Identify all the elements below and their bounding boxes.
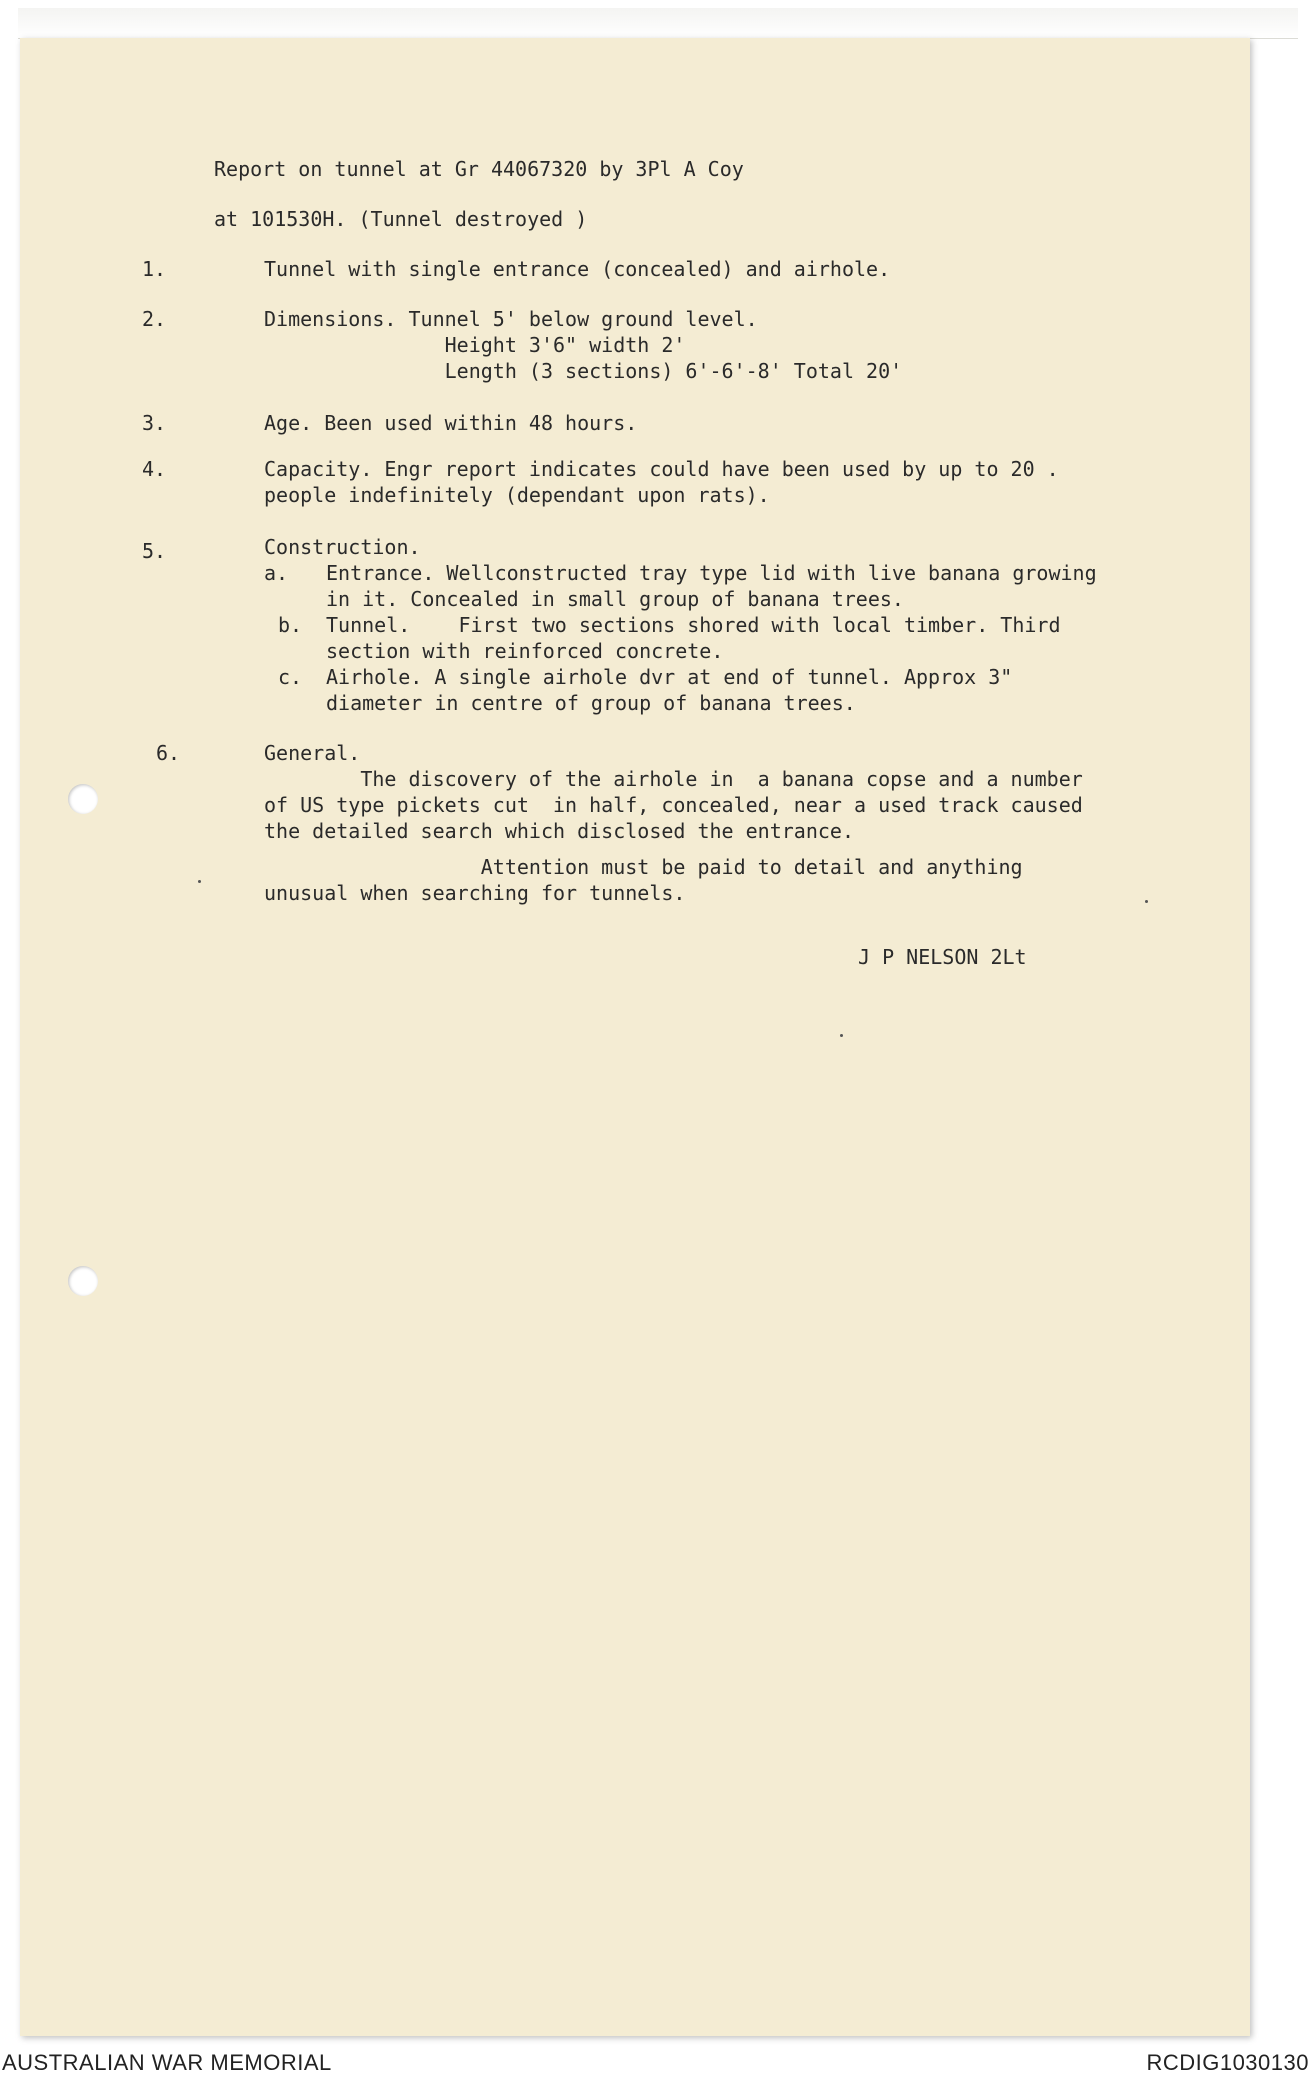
item-4-line2: people indefinitely (dependant upon rats). xyxy=(264,483,770,507)
item-number-1: 1. xyxy=(142,257,167,281)
item-number-3: 3. xyxy=(142,411,167,435)
construction-a-line2: in it. Concealed in small group of banana trees. xyxy=(326,587,904,611)
construction-heading: Construction. xyxy=(264,535,421,559)
item-number-4: 4. xyxy=(142,457,167,481)
report-title-line2: at 101530H. (Tunnel destroyed ) xyxy=(214,207,588,231)
scanner-edge xyxy=(18,8,1298,39)
general-para2-line2: unusual when searching for tunnels. xyxy=(264,881,686,905)
general-para1-line1: The discovery of the airhole in a banana copse and a number xyxy=(264,767,1083,791)
item-number-6: 6. xyxy=(156,741,181,765)
report-title-line1: Report on tunnel at Gr 44067320 by 3Pl A Coy xyxy=(214,157,744,181)
general-para2-line1: Attention must be paid to detail and anything xyxy=(264,855,1023,879)
item-3-text: Age. Been used within 48 hours. xyxy=(264,411,638,435)
construction-letter-a: a. xyxy=(264,561,289,585)
item-2-line2: Height 3'6" width 2' xyxy=(264,333,686,357)
item-number-5: 5. xyxy=(142,539,167,563)
paper-speck xyxy=(198,880,201,883)
general-para1-line3: the detailed search which disclosed the entrance. xyxy=(264,819,855,843)
punch-hole-bottom xyxy=(68,1266,98,1296)
construction-letter-b: b. xyxy=(278,613,303,637)
construction-a-line1: Entrance. Wellconstructed tray type lid with live banana growing xyxy=(326,561,1097,585)
general-heading: General. xyxy=(264,741,361,765)
document-page xyxy=(20,38,1250,2036)
signature-block: J P NELSON 2Lt xyxy=(858,945,1027,969)
construction-b-line1: Tunnel. First two sections shored with local timber. Third xyxy=(326,613,1061,637)
archive-label: AUSTRALIAN WAR MEMORIAL xyxy=(2,2050,332,2075)
item-2-line1: Dimensions. Tunnel 5' below ground level. xyxy=(264,307,758,331)
construction-b-line2: section with reinforced concrete. xyxy=(326,639,724,663)
item-4-line1: Capacity. Engr report indicates could have been used by up to 20 . xyxy=(264,457,1059,481)
punch-hole-top xyxy=(68,784,98,814)
construction-letter-c: c. xyxy=(278,665,303,689)
construction-c-line1: Airhole. A single airhole dvr at end of tunnel. Approx 3" xyxy=(326,665,1013,689)
archive-id: RCDIG1030130 xyxy=(1146,2050,1309,2075)
construction-c-line2: diameter in centre of group of banana trees. xyxy=(326,691,856,715)
item-2-line3: Length (3 sections) 6'-6'-8' Total 20' xyxy=(264,359,903,383)
general-para1-line2: of US type pickets cut in half, concealed, near a used track caused xyxy=(264,793,1083,817)
item-number-2: 2. xyxy=(142,307,167,331)
paper-speck xyxy=(1145,900,1148,903)
paper-speck xyxy=(840,1034,843,1037)
item-1-text: Tunnel with single entrance (concealed) and airhole. xyxy=(264,257,891,281)
